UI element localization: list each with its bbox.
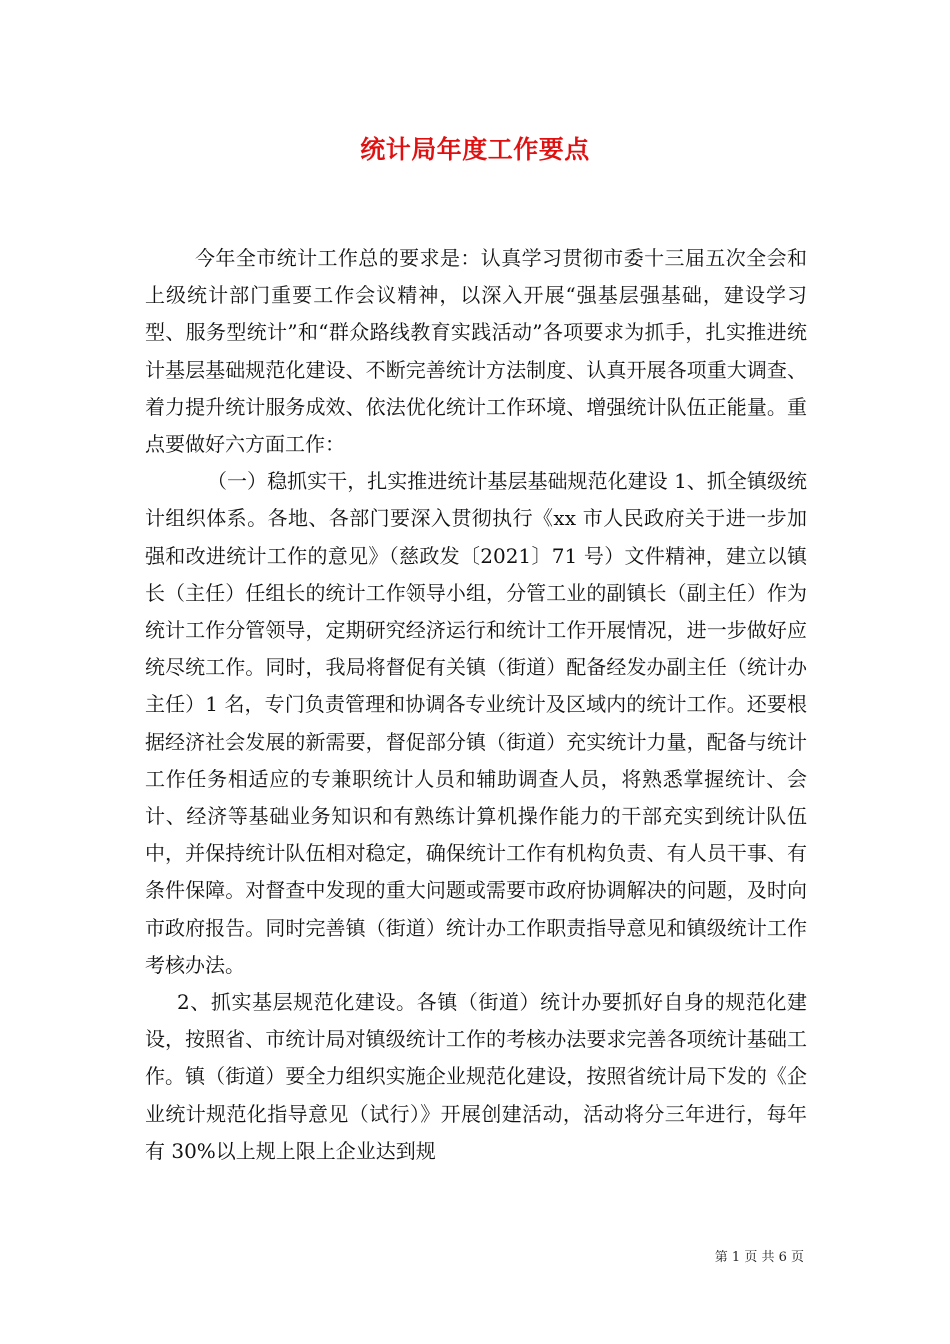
paragraph-section-2: 2、抓实基层规范化建设。各镇（街道）统计办要抓好自身的规范化建设，按照省、市统计局对镇级统计工作的考核办法要求完善各项统计基础工作。镇（街道）要全力组织实施企业规范化建设，按照省统计局下发的《企业统计规范化指导意见（试行）》开展创建活动，活动将分三年进行，每年有 30%以上规上限上企业达到规	[145, 990, 807, 1163]
document-body	[145, 240, 807, 1170]
document-title: 统计局年度工作要点	[360, 135, 590, 164]
paragraph-section-1: （一）稳抓实干，扎实推进统计基层基础规范化建设 1、抓全镇级统计组织体系。各地、各部门要深入贯彻执行《xx 市人民政府关于进一步加强和改进统计工作的意见》（慈政发〔2021〕71 号）文件精神，建立以镇长（主任）任组长的统计工作领导小组，分管工业的副镇长（副主任）作为统计工作分管领导，定期研究经济运行和统计工作开展情况，进一步做好应统尽统工作。同时，我局将督促有关镇（街道）配备经发办副主任（统计办主任）1 名，专门负责管理和协调各专业统计及区域内的统计工作。还要根据经济社会发展的新需要，督促部分镇（街道）充实统计力量，配备与统计工作任务相适应的专兼职统计人员和辅助调查人员，将熟悉掌握统计、会计、经济等基础业务知识和有熟练计算机操作能力的干部充实到统计队伍中，并保持统计队伍相对稳定，确保统计工作有机构负责、有人员干事、有条件保障。对督查中发现的重大问题或需要市政府协调解决的问题，及时向市政府报告。同时完善镇（街道）统计办工作职责指导意见和镇级统计工作考核办法。	[145, 469, 807, 977]
paragraph-intro: 今年全市统计工作总的要求是：认真学习贯彻市委十三届五次全会和上级统计部门重要工作会议精神，以深入开展“强基层强基础，建设学习型、服务型统计”和“群众路线教育实践活动”各项要求为抓手，扎实推进统计基层基础规范化建设、不断完善统计方法制度、认真开展各项重大调查、着力提升统计服务成效、依法优化统计工作环境、增强统计队伍正能量。重点要做好六方面工作：	[145, 246, 807, 457]
page-number: 第 1 页 共 6 页	[714, 1250, 804, 1265]
